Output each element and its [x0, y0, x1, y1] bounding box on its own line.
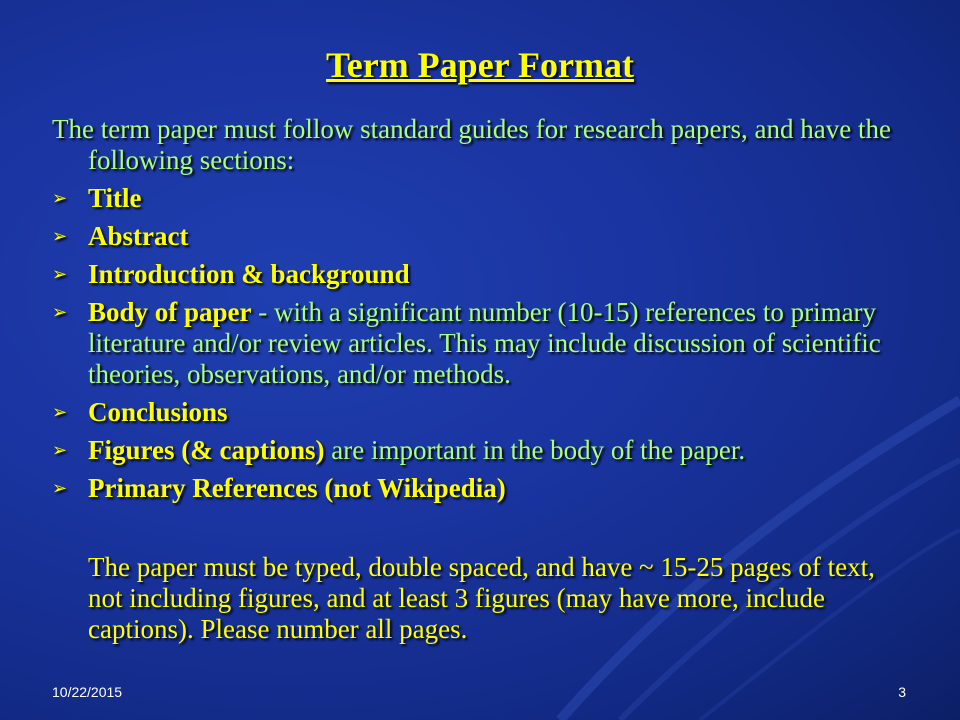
list-item [52, 435, 902, 466]
intro-text: The term paper must follow standard guides for research papers, and have the following sections: [52, 114, 891, 175]
closing-paragraph: The paper must be typed, double spaced, and have ~ 15-25 pages of text, not including figures, and at least 3 figures (may have more, include captions). Please number all pages. [88, 552, 875, 644]
page-number: 3 [898, 684, 906, 700]
arrowhead-bullet-icon: ➢ [52, 478, 68, 499]
list-item-text: are important in the body of the paper. [324, 435, 746, 465]
list-item-label: Introduction & background [88, 259, 410, 289]
arrowhead-bullet-icon: ➢ [52, 226, 68, 247]
arrowhead-bullet-icon: ➢ [52, 264, 68, 285]
list-item-label: Title [88, 183, 142, 213]
list-item [52, 473, 902, 504]
slide-title: Term Paper Format [326, 45, 634, 85]
arrowhead-bullet-icon: ➢ [52, 188, 68, 209]
arrowhead-bullet-icon: ➢ [52, 402, 68, 423]
list-item-label: Figures (& captions) [88, 435, 325, 465]
arrowhead-bullet-icon: ➢ [52, 302, 68, 323]
list-item [52, 297, 902, 390]
arrowhead-bullet-icon: ➢ [52, 440, 68, 461]
list-item-label: Body of paper [88, 297, 252, 327]
list-item-label: Abstract [88, 221, 189, 251]
list-item-label: Conclusions [88, 397, 228, 427]
list-item [52, 259, 902, 290]
section-list [52, 183, 902, 511]
list-item-label: Primary References (not Wikipedia) [88, 473, 506, 503]
footer-date: 10/22/2015 [52, 684, 123, 700]
list-item-text: - with a significant number (10-15) references to primary literature and/or review articles. This may include discussion of scientific theories, observations, and/or methods. [88, 297, 881, 389]
list-item [52, 221, 902, 252]
list-item [52, 183, 902, 214]
list-item [52, 397, 902, 428]
